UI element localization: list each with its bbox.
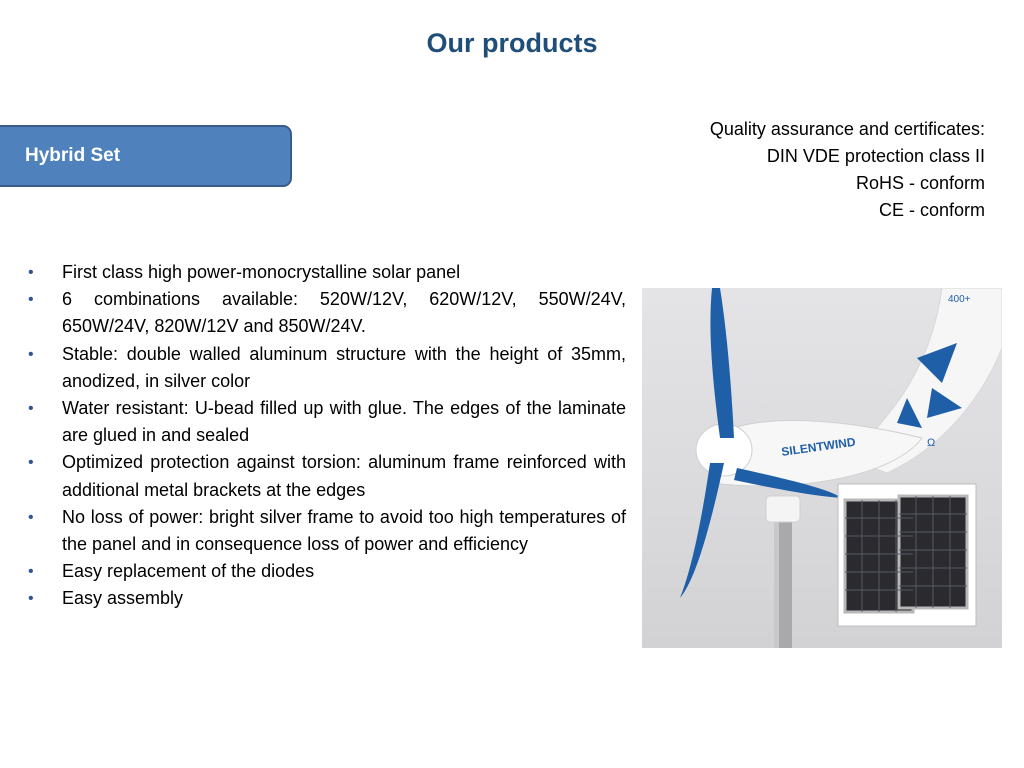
- feature-item: [28, 395, 626, 449]
- feature-text: First class high power-monocrystalline solar panel: [62, 262, 461, 282]
- bullet-icon: •: [28, 264, 34, 281]
- quality-certificates: [710, 116, 985, 224]
- bullet-icon: •: [28, 400, 34, 418]
- certificate-item: RoHS - conform: [855, 173, 985, 193]
- bullet-icon: •: [28, 508, 34, 526]
- feature-text: Easy assembly: [62, 588, 184, 609]
- model-label: 400+: [948, 294, 971, 305]
- feature-item: [28, 259, 626, 286]
- blade-upper: [710, 288, 734, 438]
- feature-text: Optimized protection against torsion: aluminum frame reinforced with additional metal brackets at the edges: [62, 452, 626, 500]
- feature-item: [28, 286, 626, 340]
- feature-item: [28, 558, 626, 585]
- bullet-icon: •: [28, 454, 34, 472]
- bullet-icon: •: [28, 563, 34, 581]
- section-badge-label: Hybrid Set: [25, 145, 121, 166]
- blade-lower: [680, 463, 724, 598]
- feature-text: 6 combinations available: 520W/12V, 620W/12V, 550W/24V, 650W/24V, 820W/12V and 850W/24V.: [62, 289, 626, 337]
- bullet-icon: •: [28, 345, 34, 363]
- omega-symbol: Ω: [927, 437, 936, 449]
- solar-panel-inset: [838, 484, 976, 626]
- section-badge: [0, 125, 292, 187]
- bullet-icon: •: [28, 291, 34, 309]
- feature-text: No loss of power: bright silver frame to avoid too high temperatures of the panel and in consequence loss of power and efficiency: [62, 506, 626, 555]
- page-title: Our products: [426, 28, 598, 58]
- feature-text: Stable: double walled aluminum structure with the height of 35mm, anodized, in silver color: [62, 343, 626, 391]
- mast-clamp: [766, 496, 800, 522]
- wind-turbine-illustration: [642, 288, 1002, 648]
- certificate-item: CE - conform: [878, 200, 985, 220]
- feature-text: Water resistant: U-bead filled up with glue. The edges of the laminate are glued in and sealed: [62, 398, 626, 446]
- feature-item: [28, 449, 626, 503]
- product-photo: [642, 288, 1002, 648]
- feature-text: Easy replacement of the diodes: [62, 561, 315, 582]
- quality-heading: Quality assurance and certificates:: [709, 119, 985, 139]
- certificate-item: DIN VDE protection class II: [766, 146, 985, 166]
- feature-item: [28, 504, 626, 558]
- bullet-icon: •: [28, 590, 34, 608]
- feature-item: [28, 341, 626, 395]
- brand-label: SILENTWIND: [780, 434, 857, 459]
- feature-list: [28, 259, 626, 613]
- feature-item: [28, 585, 626, 612]
